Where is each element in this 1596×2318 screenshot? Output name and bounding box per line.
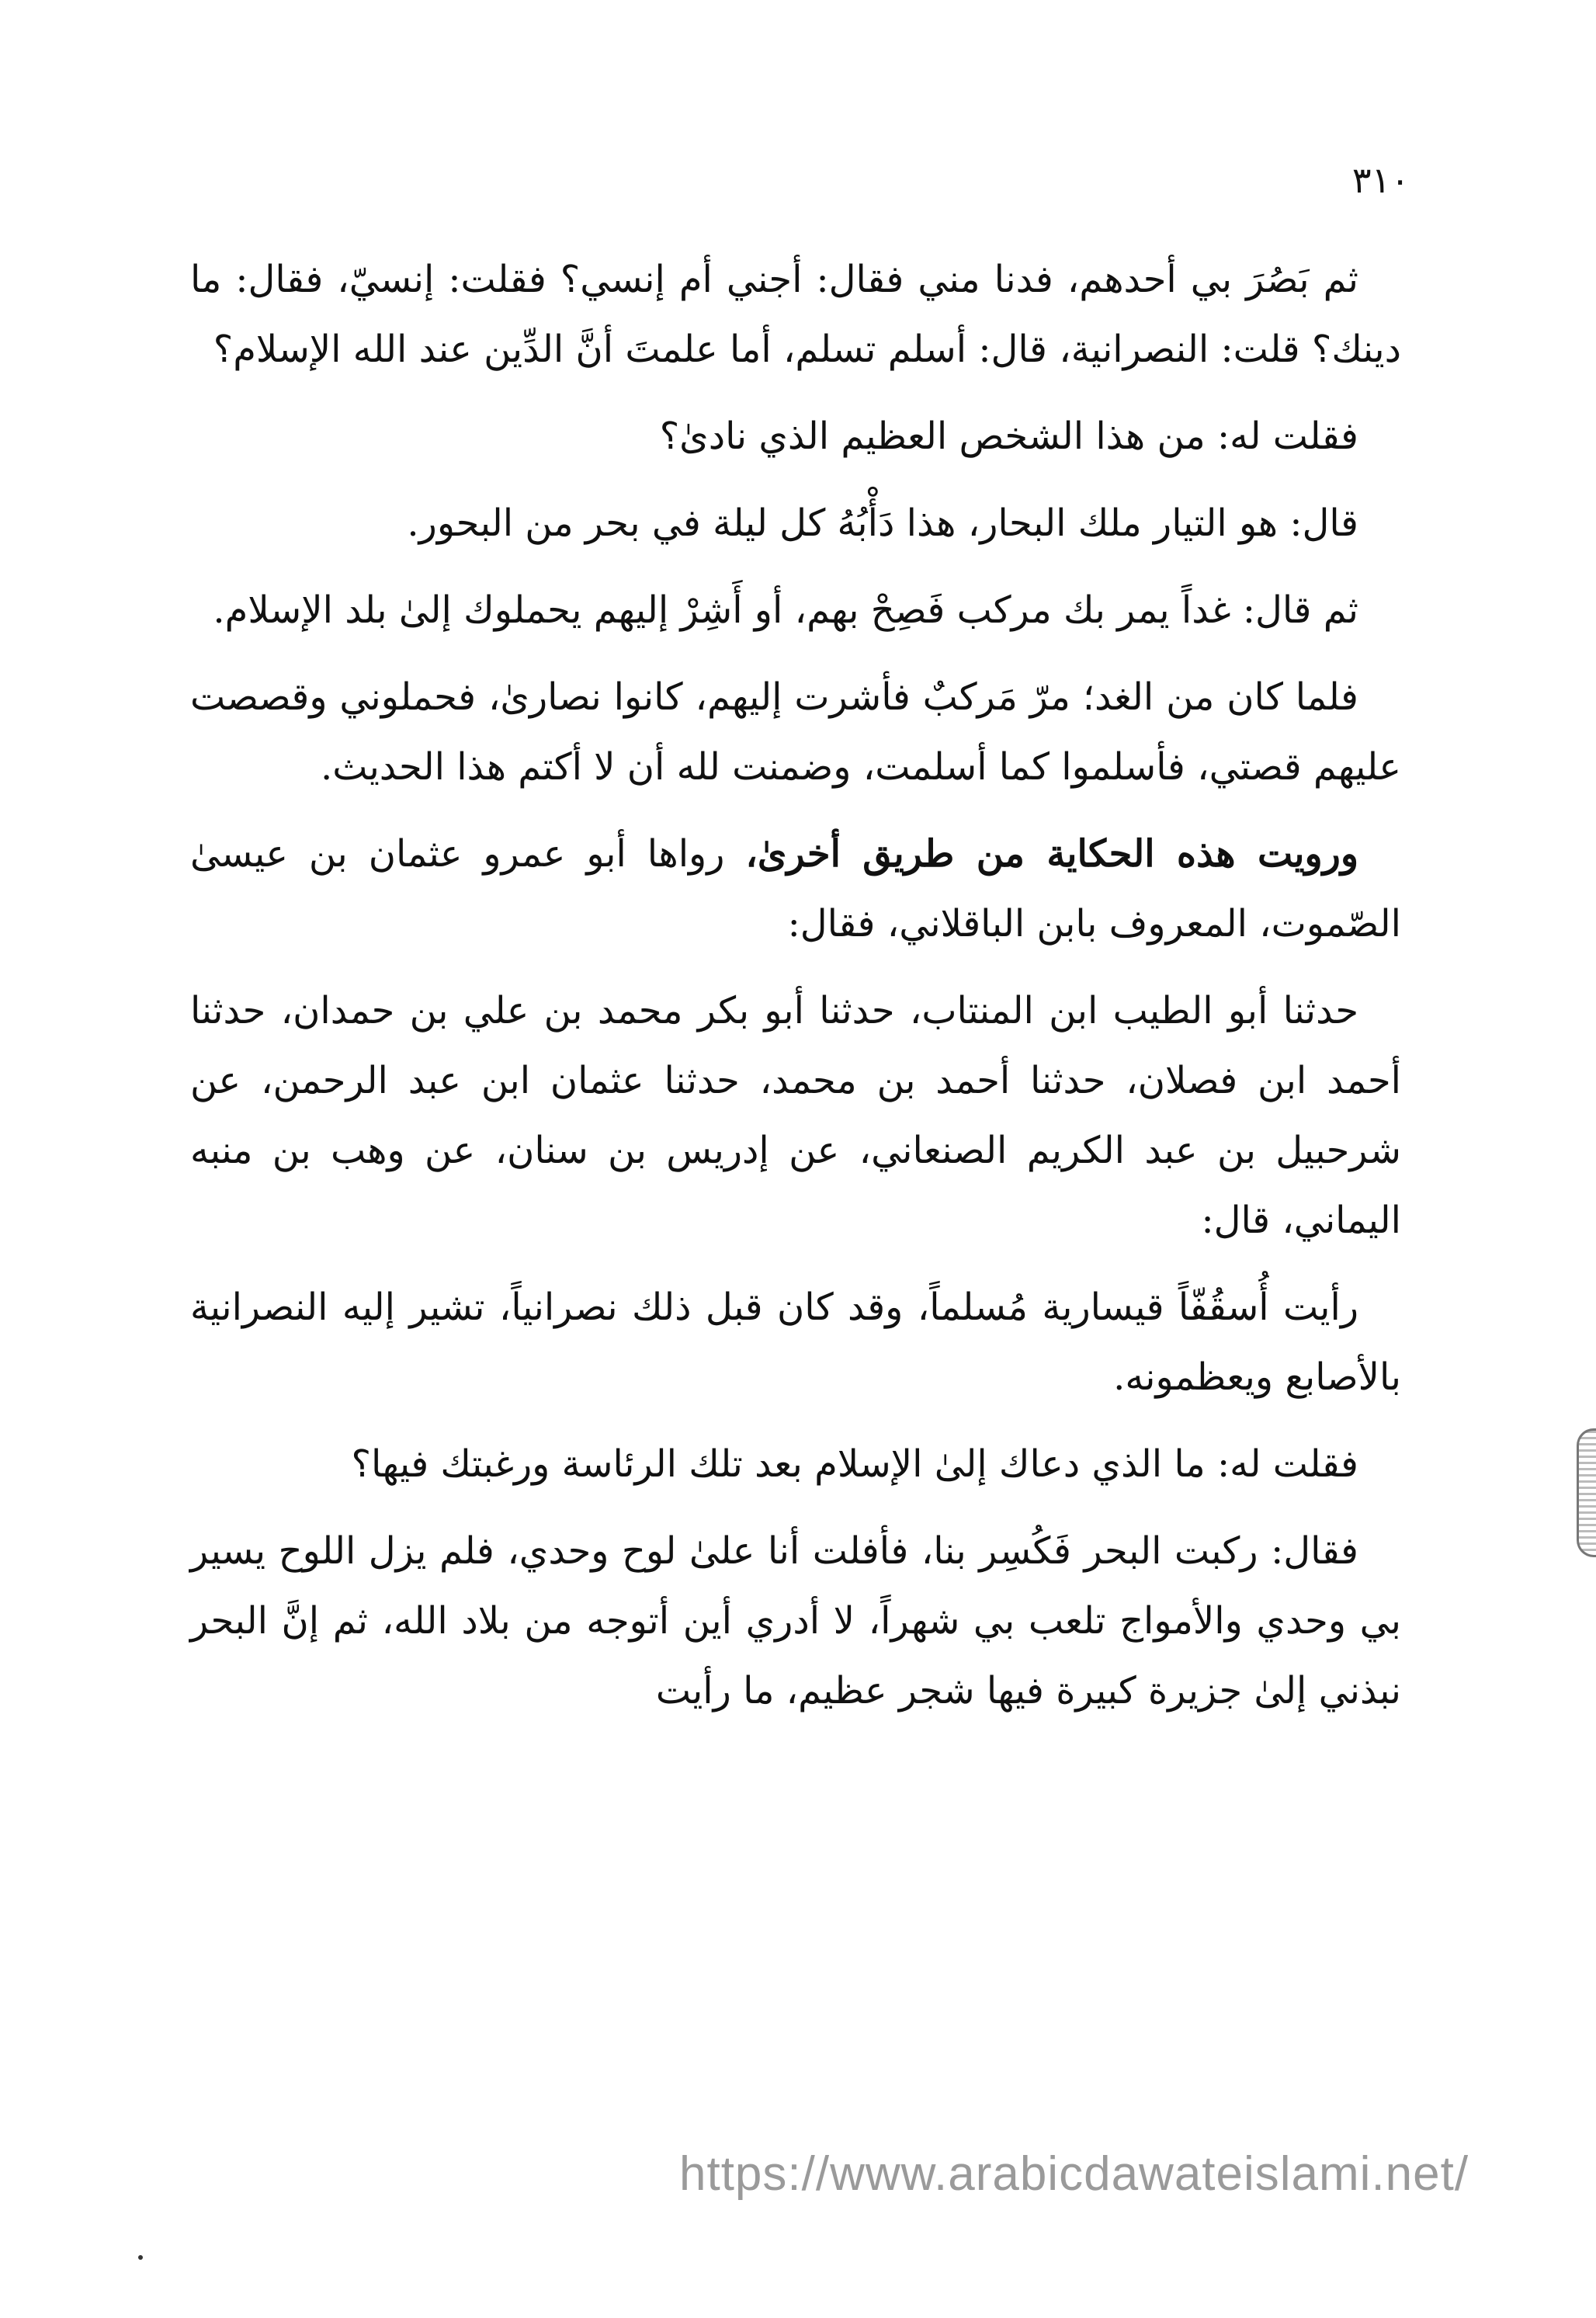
paragraph: حدثنا أبو الطيب ابن المنتاب، حدثنا أبو بكر محمد بن علي بن حمدان، حدثنا أحمد ابن فصلان، حدثنا أحمد بن محمد، حدثنا عثمان ابن عبد الرحمن، عن شرحبيل بن عبد الكريم الصنعاني، عن إدريس بن سنان، عن وهب بن منبه اليماني، قال: bbox=[190, 989, 1401, 1242]
page-number: ٣١٠ bbox=[1351, 159, 1410, 201]
paragraph: ثم قال: غداً يمر بك مركب فَصِحْ بهم، أو أَشِرْ إليهم يحملوك إلىٰ بلد الإسلام. bbox=[213, 588, 1358, 632]
watermark-url: https://www.arabicdawateislami.net/ bbox=[679, 2147, 1469, 2201]
paragraph: رأيت أُسقُفّاً قيسارية مُسلماً، وقد كان قبل ذلك نصرانياً، تشير إليه النصرانية بالأصابع ويعظمونه. bbox=[190, 1286, 1401, 1399]
paragraph: فقلت له: ما الذي دعاك إلىٰ الإسلام بعد تلك الرئاسة ورغبتك فيها؟ bbox=[351, 1442, 1358, 1486]
paragraph: قال: هو التيار ملك البحار، هذا دَأْبُهُ كل ليلة في بحر من البحور. bbox=[407, 501, 1358, 545]
page-edge-mark bbox=[1577, 1428, 1596, 1557]
ink-dot bbox=[138, 2255, 143, 2260]
paragraph-with-bold-lead bbox=[190, 819, 1401, 959]
paragraph-continuation: رواها أبو عمرو عثمان بن عيسىٰ الصّموت، المعروف بابن الباقلاني، فقال: bbox=[190, 832, 1401, 946]
paragraph: فقال: ركبت البحر فَكُسِر بنا، فأفلت أنا علىٰ لوح وحدي، فلم يزل اللوح يسير بي وحدي والأمواج تلعب بي شهراً، لا أدري أين أتوجه من بلاد الله، ثم إنَّ البحر نبذني إلىٰ جزيرة كبيرة فيها شجر عظيم، ما رأيت bbox=[190, 1529, 1401, 1712]
body-text bbox=[190, 245, 1401, 1743]
paragraph: فلما كان من الغد؛ مرّ مَركبٌ فأشرت إليهم، كانوا نصارىٰ، فحملوني وقصصت عليهم قصتي، فأسلموا كما أسلمت، وضمنت لله أن لا أكتم هذا الحديث. bbox=[190, 675, 1401, 789]
paragraph: فقلت له: من هذا الشخص العظيم الذي نادىٰ؟ bbox=[659, 415, 1358, 458]
bold-lead-text: ورويت هذه الحكاية من طريق أخرىٰ، bbox=[745, 832, 1359, 876]
paragraph: ثم بَصُرَ بي أحدهم، فدنا مني فقال: أجني أم إنسي؟ فقلت: إنسيّ، فقال: ما دينك؟ قلت: النصرانية، قال: أسلم تسلم، أما علمتَ أنَّ الدِّين عند الله الإسلام؟ bbox=[190, 258, 1401, 371]
